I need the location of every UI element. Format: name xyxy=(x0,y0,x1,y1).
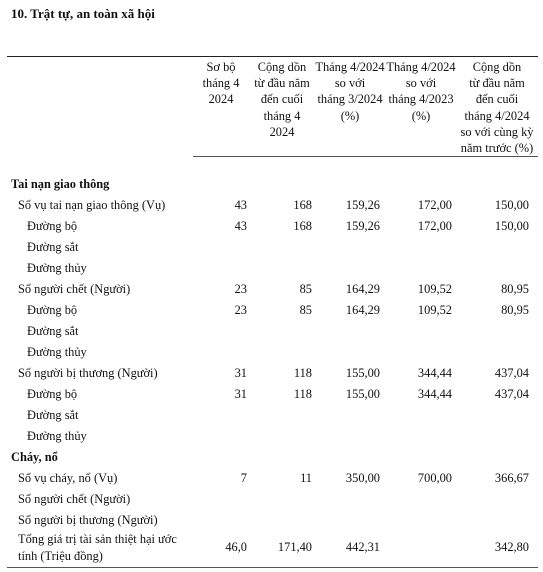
cell-value: 109,52 xyxy=(417,303,452,317)
table-row xyxy=(0,240,543,260)
cell-value: 31 xyxy=(234,366,247,380)
table-bottom-rule xyxy=(7,567,538,568)
table-row xyxy=(0,408,543,428)
section-heading: Tai nạn giao thông xyxy=(11,177,110,191)
table-row xyxy=(0,450,543,470)
header-line: tháng 4 xyxy=(263,108,301,123)
cell-value: 350,00 xyxy=(345,471,380,485)
cell-value: 31 xyxy=(234,387,247,401)
cell-value: 168 xyxy=(293,219,312,233)
row-label: Số người chết (Người) xyxy=(18,492,131,506)
cell-value: 344,44 xyxy=(417,366,452,380)
cell-value: 700,00 xyxy=(417,471,452,485)
cell-value: 7 xyxy=(240,471,247,485)
cell-value: 342,80 xyxy=(494,540,529,554)
cell-value: 164,29 xyxy=(345,303,380,317)
row-label: Đường sắt xyxy=(27,408,79,422)
cell-value: 437,04 xyxy=(494,387,529,401)
table-row xyxy=(0,366,543,386)
table-row xyxy=(0,282,543,302)
table-row xyxy=(0,303,543,323)
cell-value: 46,0 xyxy=(225,540,247,554)
cell-value: 442,31 xyxy=(345,540,380,554)
cell-value: 155,00 xyxy=(345,366,380,380)
header-line: so với cùng kỳ xyxy=(460,124,534,139)
header-col-3 xyxy=(314,59,386,124)
row-label: Số vụ cháy, nổ (Vụ) xyxy=(18,471,118,485)
header-col-5 xyxy=(455,59,539,156)
header-line: tháng 4 xyxy=(202,76,240,91)
report-title: 10. Trật tự, an toàn xã hội xyxy=(11,6,155,21)
header-line: đến cuối xyxy=(260,92,304,107)
header-line: (%) xyxy=(340,108,360,123)
table-row xyxy=(0,531,543,565)
header-line: tháng 4/2024 xyxy=(464,108,530,123)
row-label: Số người chết (Người) xyxy=(18,282,131,296)
cell-value: 23 xyxy=(234,282,247,296)
cell-value: 80,95 xyxy=(501,282,529,296)
row-label: Số vụ tai nạn giao thông (Vụ) xyxy=(18,198,166,212)
row-label: Tổng giá trị tài sản thiệt hại ước tính (Triệu đồng) xyxy=(18,532,177,563)
row-label: Đường sắt xyxy=(27,240,79,254)
header-bottom-rule xyxy=(193,156,538,157)
row-label: Đường thủy xyxy=(27,261,87,275)
header-col-1 xyxy=(196,59,246,108)
header-col-2 xyxy=(251,59,313,140)
header-line: so với xyxy=(405,76,437,91)
cell-value: 171,40 xyxy=(277,540,312,554)
header-line: năm trước (%) xyxy=(460,141,534,156)
cell-value: 85 xyxy=(299,282,312,296)
cell-value: 80,95 xyxy=(501,303,529,317)
cell-value: 159,26 xyxy=(345,219,380,233)
cell-value: 11 xyxy=(300,471,312,485)
header-line: tháng 4/2023 xyxy=(388,92,454,107)
row-label: Đường bộ xyxy=(27,219,78,233)
cell-value: 164,29 xyxy=(345,282,380,296)
row-label: Đường sắt xyxy=(27,324,79,338)
header-col-4 xyxy=(385,59,457,124)
header-line: Cộng dồn xyxy=(472,60,522,74)
table-row xyxy=(0,429,543,449)
table-row xyxy=(0,345,543,365)
header-line: từ đầu năm xyxy=(254,76,310,91)
cell-value: 23 xyxy=(234,303,247,317)
header-line: đến cuối xyxy=(475,92,519,107)
cell-value: 168 xyxy=(293,198,312,212)
header-line: (%) xyxy=(411,108,431,123)
table-row xyxy=(0,261,543,281)
row-label: Số người bị thương (Người) xyxy=(18,366,158,380)
cell-value: 118 xyxy=(293,366,312,380)
header-line: tháng 3/2024 xyxy=(317,92,383,107)
header-line: Tháng 4/2024 xyxy=(315,60,385,74)
table-row xyxy=(0,471,543,491)
section-heading: Cháy, nổ xyxy=(11,450,58,464)
cell-value: 150,00 xyxy=(494,219,529,233)
table-row xyxy=(0,219,543,239)
header-line: so với xyxy=(334,76,366,91)
row-label: Số người bị thương (Người) xyxy=(18,513,158,527)
table-row xyxy=(0,387,543,407)
header-line: 2024 xyxy=(208,92,234,107)
table-top-rule xyxy=(7,56,538,57)
cell-value: 150,00 xyxy=(494,198,529,212)
row-label: Đường bộ xyxy=(27,387,78,401)
table-row xyxy=(0,177,543,197)
table-row xyxy=(0,324,543,344)
table-row xyxy=(0,513,543,533)
cell-value: 172,00 xyxy=(417,219,452,233)
header-line: Tháng 4/2024 xyxy=(386,60,456,74)
cell-value: 366,67 xyxy=(494,471,529,485)
cell-value: 344,44 xyxy=(417,387,452,401)
row-label: Đường thủy xyxy=(27,429,87,443)
cell-value: 118 xyxy=(293,387,312,401)
cell-value: 43 xyxy=(234,219,247,233)
header-line: Cộng dồn xyxy=(257,60,307,74)
cell-value: 437,04 xyxy=(494,366,529,380)
row-label: Đường thủy xyxy=(27,345,87,359)
header-line: từ đầu năm xyxy=(469,76,525,91)
cell-value: 159,26 xyxy=(345,198,380,212)
cell-value: 85 xyxy=(299,303,312,317)
cell-value: 172,00 xyxy=(417,198,452,212)
header-line: Sơ bộ xyxy=(206,60,236,74)
cell-value: 155,00 xyxy=(345,387,380,401)
row-label: Đường bộ xyxy=(27,303,78,317)
table-row xyxy=(0,492,543,512)
table-row xyxy=(0,198,543,218)
header-line: 2024 xyxy=(269,124,295,139)
cell-value: 43 xyxy=(234,198,247,212)
cell-value: 109,52 xyxy=(417,282,452,296)
